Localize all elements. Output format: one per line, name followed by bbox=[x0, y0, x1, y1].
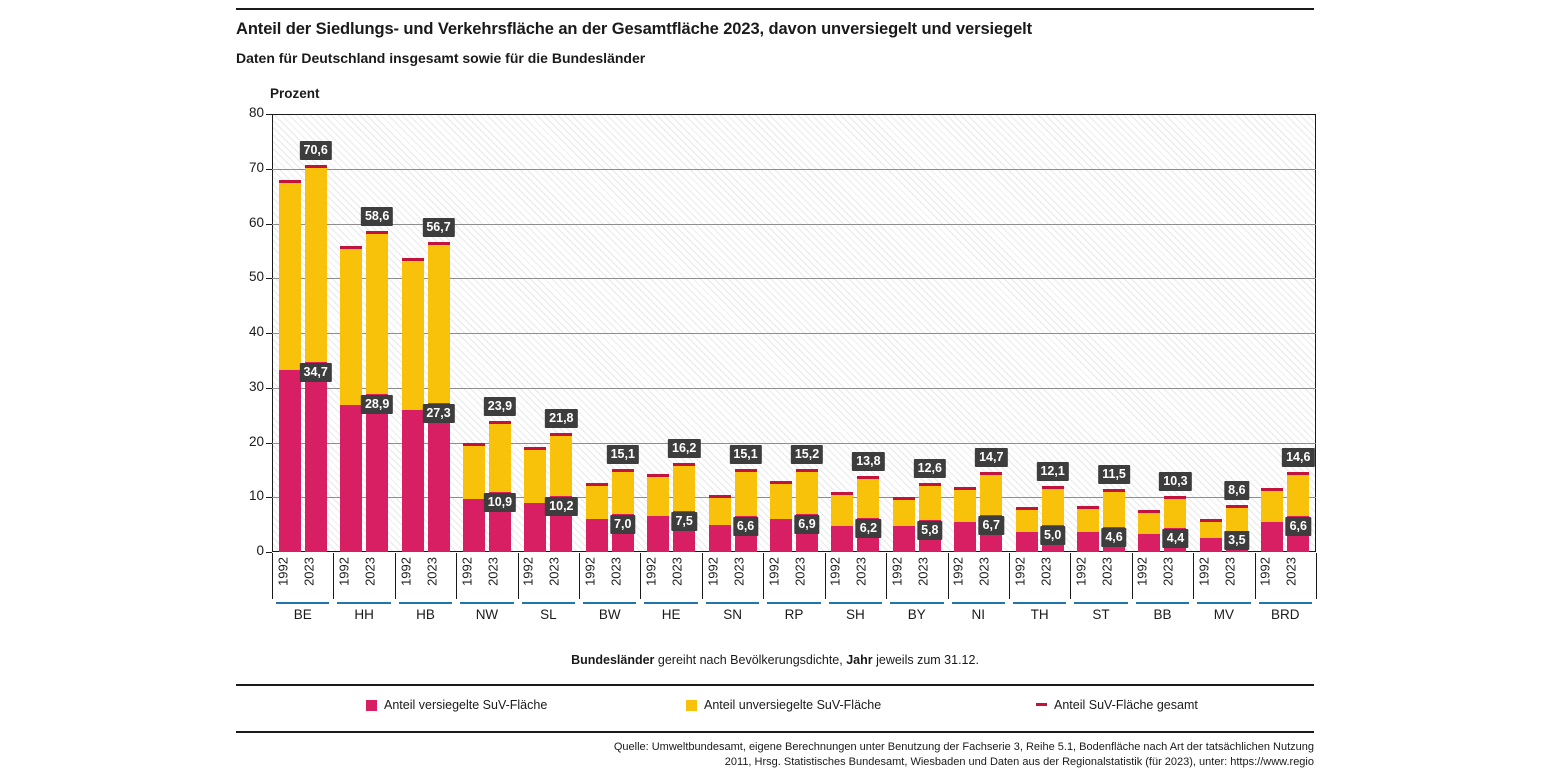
x-axis-group-underline bbox=[1197, 602, 1250, 604]
bar-segment-unsealed bbox=[857, 478, 879, 518]
bar-total-marker bbox=[428, 242, 450, 245]
value-label-sealed: 6,2 bbox=[856, 519, 881, 538]
x-tick-state-label: SL bbox=[540, 607, 557, 622]
bar bbox=[489, 421, 511, 552]
x-axis-group-underline bbox=[337, 602, 390, 604]
bar bbox=[550, 433, 572, 552]
top-divider bbox=[236, 8, 1314, 10]
x-tick-year-label: 2023 bbox=[915, 557, 931, 586]
x-tick-year-label: 1992 bbox=[336, 557, 352, 586]
x-axis-group-underline bbox=[1013, 602, 1066, 604]
x-tick-year-label: 2023 bbox=[1283, 557, 1299, 586]
x-tick-state-label: HE bbox=[661, 607, 681, 622]
source-note bbox=[236, 740, 1314, 770]
x-tick-year-label: 2023 bbox=[853, 557, 869, 586]
x-tick-year-label: 2023 bbox=[1099, 557, 1115, 586]
value-label-total: 15,1 bbox=[607, 445, 639, 464]
bar-total-marker bbox=[305, 165, 327, 168]
x-tick-state-label: TH bbox=[1030, 607, 1049, 622]
value-label-sealed: 6,6 bbox=[733, 517, 758, 536]
x-axis-group-separator bbox=[702, 553, 703, 599]
x-axis-group-underline bbox=[522, 602, 575, 604]
x-tick-year-label: 2023 bbox=[1038, 557, 1054, 586]
x-tick-state-label: SN bbox=[723, 607, 742, 622]
x-axis-group-separator bbox=[579, 553, 580, 599]
x-axis-group-underline bbox=[706, 602, 759, 604]
legend-label: Anteil versiegelte SuV-Fläche bbox=[384, 698, 548, 712]
bar-segment-sealed bbox=[893, 526, 915, 552]
value-label-sealed: 27,3 bbox=[422, 404, 454, 423]
x-axis-group-underline bbox=[952, 602, 1005, 604]
x-axis-group-underline bbox=[399, 602, 452, 604]
y-tick-label: 60 bbox=[248, 214, 264, 230]
x-tick-state-label: SH bbox=[846, 607, 865, 622]
value-label-total: 14,7 bbox=[975, 448, 1007, 467]
bar-segment-sealed bbox=[831, 526, 853, 552]
bar-total-marker bbox=[463, 443, 485, 446]
bar-total-marker bbox=[1103, 489, 1125, 492]
bar-total-marker bbox=[1077, 506, 1099, 509]
bar bbox=[279, 180, 301, 552]
x-axis-group-underline bbox=[767, 602, 820, 604]
bar-segment-unsealed bbox=[1287, 474, 1309, 516]
bar-total-marker bbox=[893, 497, 915, 500]
x-axis-group-underline bbox=[276, 602, 329, 604]
legend-item bbox=[366, 698, 547, 712]
bar-segment-unsealed bbox=[796, 471, 818, 514]
x-axis-group-underline bbox=[1259, 602, 1312, 604]
bar-total-marker bbox=[1261, 488, 1283, 491]
x-tick-year-label: 2023 bbox=[608, 557, 624, 586]
x-axis-group-separator bbox=[886, 553, 887, 599]
bar-segment-unsealed bbox=[489, 423, 511, 492]
x-axis-group-separator bbox=[640, 553, 641, 599]
bar-total-marker bbox=[1042, 486, 1064, 489]
bar-segment-sealed bbox=[366, 394, 388, 552]
x-tick-year-label: 2023 bbox=[792, 557, 808, 586]
bar bbox=[673, 463, 695, 552]
legend-swatch-total bbox=[1036, 703, 1047, 706]
bar-segment-unsealed bbox=[647, 476, 669, 516]
page-subtitle: Daten für Deutschland insgesamt sowie für die Bundesländer bbox=[236, 50, 646, 66]
x-tick-state-label: ST bbox=[1092, 607, 1110, 622]
legend-label: Anteil SuV-Fläche gesamt bbox=[1054, 698, 1198, 712]
x-axis-group-underline bbox=[460, 602, 513, 604]
footnote-text-1: gereiht nach Bevölkerungsdichte, bbox=[654, 653, 847, 667]
bar bbox=[366, 231, 388, 552]
value-label-total: 12,1 bbox=[1036, 462, 1068, 481]
value-label-sealed: 10,2 bbox=[545, 497, 577, 516]
bar-total-marker bbox=[1226, 505, 1248, 508]
x-axis-group-separator bbox=[333, 553, 334, 599]
x-axis-group-separator bbox=[456, 553, 457, 599]
bar-segment-sealed bbox=[709, 525, 731, 552]
value-label-total: 10,3 bbox=[1159, 472, 1191, 491]
x-axis-group-underline bbox=[829, 602, 882, 604]
value-label-total: 58,6 bbox=[361, 207, 393, 226]
x-tick-year-label: 2023 bbox=[362, 557, 378, 586]
x-axis bbox=[272, 553, 1316, 623]
x-axis-group-separator bbox=[1316, 553, 1317, 599]
value-label-total: 8,6 bbox=[1224, 481, 1249, 500]
x-axis-group-separator bbox=[518, 553, 519, 599]
bar bbox=[857, 476, 879, 552]
bar bbox=[647, 474, 669, 552]
x-tick-year-label: 1992 bbox=[950, 557, 966, 586]
source-line-1: Quelle: Umweltbundesamt, eigene Berechnungen unter Benutzung der Fachserie 3, Reihe 5.1, Bodenfläche nach Art der tatsächlichen Nutzung bbox=[613, 741, 1314, 753]
bar bbox=[524, 447, 546, 552]
value-label-sealed: 5,8 bbox=[917, 521, 942, 540]
bar-segment-unsealed bbox=[550, 435, 572, 497]
y-tick-label: 40 bbox=[248, 324, 264, 339]
bar-segment-unsealed bbox=[831, 494, 853, 525]
x-axis-group-separator bbox=[395, 553, 396, 599]
value-label-sealed: 6,6 bbox=[1286, 517, 1311, 536]
bar-segment-unsealed bbox=[340, 248, 362, 405]
x-axis-group-separator bbox=[825, 553, 826, 599]
bar bbox=[612, 469, 634, 552]
x-tick-year-label: 1992 bbox=[643, 557, 659, 586]
x-axis-group-separator bbox=[948, 553, 949, 599]
bar-total-marker bbox=[1164, 496, 1186, 499]
bar-segment-sealed bbox=[1077, 532, 1099, 552]
bar-total-marker bbox=[831, 492, 853, 495]
x-tick-year-label: 1992 bbox=[889, 557, 905, 586]
bar bbox=[770, 481, 792, 552]
x-tick-year-label: 1992 bbox=[1012, 557, 1028, 586]
value-label-total: 14,6 bbox=[1282, 448, 1314, 467]
x-tick-year-label: 2023 bbox=[731, 557, 747, 586]
bar-segment-unsealed bbox=[1164, 498, 1186, 528]
legend bbox=[236, 698, 1314, 722]
bar-total-marker bbox=[954, 487, 976, 490]
bar-segment-unsealed bbox=[893, 499, 915, 526]
bar-total-marker bbox=[919, 483, 941, 486]
bar-segment-unsealed bbox=[980, 474, 1002, 516]
bar-segment-sealed bbox=[770, 519, 792, 552]
x-axis-group-separator bbox=[1070, 553, 1071, 599]
bar bbox=[954, 487, 976, 552]
bar-segment-unsealed bbox=[366, 233, 388, 394]
x-tick-year-label: 1992 bbox=[582, 557, 598, 586]
bar-segment-sealed bbox=[647, 516, 669, 552]
x-tick-year-label: 2023 bbox=[1222, 557, 1238, 586]
bar-segment-sealed bbox=[586, 519, 608, 552]
bar-segment-sealed bbox=[1200, 538, 1222, 552]
bars-layer bbox=[272, 114, 1316, 552]
value-label-total: 11,5 bbox=[1098, 465, 1130, 484]
y-tick-label: 50 bbox=[248, 269, 264, 285]
bar-total-marker bbox=[709, 495, 731, 498]
bar-total-marker bbox=[612, 469, 634, 472]
bar-segment-unsealed bbox=[1042, 488, 1064, 525]
bar-total-marker bbox=[980, 472, 1002, 475]
bar-total-marker bbox=[366, 231, 388, 234]
bar-segment-unsealed bbox=[279, 182, 301, 370]
value-label-sealed: 28,9 bbox=[361, 395, 393, 414]
x-tick-state-label: RP bbox=[784, 607, 804, 622]
y-tick-label: 20 bbox=[248, 433, 264, 449]
y-axis-unit-label: Prozent bbox=[270, 86, 320, 101]
bar-segment-sealed bbox=[428, 403, 450, 552]
x-axis-group-separator bbox=[1193, 553, 1194, 599]
bar bbox=[1200, 519, 1222, 552]
value-label-total: 15,1 bbox=[729, 445, 761, 464]
y-tick-label: 0 bbox=[256, 543, 264, 558]
value-label-total: 13,8 bbox=[852, 452, 884, 471]
footnote-bold-1: Bundesländer bbox=[571, 653, 655, 667]
footnote bbox=[236, 653, 1314, 667]
bar-segment-unsealed bbox=[1226, 507, 1248, 533]
bar-segment-sealed bbox=[402, 410, 424, 552]
bar bbox=[1138, 510, 1160, 552]
value-label-total: 21,8 bbox=[545, 409, 577, 428]
y-tick-label: 70 bbox=[248, 159, 264, 175]
bar-segment-sealed bbox=[524, 503, 546, 552]
x-axis-group-separator bbox=[763, 553, 764, 599]
x-tick-year-label: 2023 bbox=[485, 557, 501, 586]
bar bbox=[796, 469, 818, 552]
bar-segment-unsealed bbox=[428, 244, 450, 403]
source-line-2: 2011, Hrsg. Statistisches Bundesamt, Wiesbaden und Daten aus der Regionalstatistik (für 2023), unter: https://www.regio bbox=[724, 755, 1314, 768]
bar bbox=[1287, 472, 1309, 552]
bar-total-marker bbox=[1287, 472, 1309, 475]
bar-total-marker bbox=[857, 476, 879, 479]
x-tick-year-label: 1992 bbox=[520, 557, 536, 586]
bar-total-marker bbox=[1200, 519, 1222, 522]
value-label-total: 70,6 bbox=[300, 141, 332, 160]
bar-segment-sealed bbox=[1261, 522, 1283, 552]
footnote-bold-2: Jahr bbox=[846, 653, 873, 667]
bar bbox=[402, 258, 424, 552]
x-axis-group-underline bbox=[890, 602, 943, 604]
bar-total-marker bbox=[796, 469, 818, 472]
bar-segment-unsealed bbox=[735, 471, 757, 516]
bar-total-marker bbox=[647, 474, 669, 477]
bar-segment-unsealed bbox=[673, 465, 695, 511]
value-label-sealed: 4,4 bbox=[1163, 529, 1188, 548]
x-tick-state-label: BE bbox=[293, 607, 312, 622]
bar-segment-unsealed bbox=[770, 483, 792, 519]
bar bbox=[305, 165, 327, 552]
bar bbox=[586, 483, 608, 552]
value-label-sealed: 6,7 bbox=[979, 516, 1004, 535]
bar-total-marker bbox=[770, 481, 792, 484]
value-label-sealed: 7,5 bbox=[671, 512, 696, 531]
bar-segment-unsealed bbox=[919, 485, 941, 520]
x-tick-year-label: 1992 bbox=[1134, 557, 1150, 586]
x-tick-year-label: 2023 bbox=[669, 557, 685, 586]
bar-segment-sealed bbox=[305, 362, 327, 552]
x-tick-year-label: 1992 bbox=[1257, 557, 1273, 586]
bar bbox=[735, 469, 757, 552]
x-tick-state-label: HH bbox=[354, 607, 374, 622]
legend-item bbox=[1036, 698, 1198, 712]
legend-swatch-sealed bbox=[366, 700, 377, 711]
x-tick-year-label: 1992 bbox=[1196, 557, 1212, 586]
x-tick-year-label: 1992 bbox=[1073, 557, 1089, 586]
value-label-sealed: 4,6 bbox=[1101, 528, 1126, 547]
value-label-total: 15,2 bbox=[791, 445, 823, 464]
x-tick-year-label: 1992 bbox=[398, 557, 414, 586]
bar-total-marker bbox=[550, 433, 572, 436]
bar bbox=[919, 483, 941, 552]
x-tick-year-label: 2023 bbox=[976, 557, 992, 586]
bar-segment-unsealed bbox=[612, 471, 634, 513]
bar-segment-unsealed bbox=[1077, 508, 1099, 532]
legend-swatch-unsealed bbox=[686, 700, 697, 711]
x-axis-group-separator bbox=[1255, 553, 1256, 599]
bar-segment-sealed bbox=[463, 499, 485, 552]
x-tick-year-label: 2023 bbox=[1160, 557, 1176, 586]
bar-segment-unsealed bbox=[586, 485, 608, 519]
bar-segment-unsealed bbox=[305, 167, 327, 362]
bar-segment-unsealed bbox=[1103, 491, 1125, 527]
x-tick-year-label: 1992 bbox=[766, 557, 782, 586]
value-label-sealed: 6,9 bbox=[794, 515, 819, 534]
bar bbox=[340, 246, 362, 552]
bar-segment-unsealed bbox=[402, 260, 424, 410]
x-tick-state-label: NW bbox=[475, 607, 499, 622]
bar-segment-unsealed bbox=[463, 445, 485, 499]
bar-segment-sealed bbox=[1016, 532, 1038, 552]
footnote-text-2: jeweils zum 31.12. bbox=[872, 653, 979, 667]
x-tick-year-label: 1992 bbox=[459, 557, 475, 586]
page-title: Anteil der Siedlungs- und Verkehrsfläche an der Gesamtfläche 2023, davon unversiegelt und versiegelt bbox=[236, 20, 1033, 38]
bar bbox=[980, 472, 1002, 552]
bar bbox=[831, 492, 853, 552]
bar-total-marker bbox=[340, 246, 362, 249]
y-tick-label: 10 bbox=[248, 488, 264, 504]
bar-total-marker bbox=[1016, 507, 1038, 510]
x-tick-year-label: 2023 bbox=[424, 557, 440, 586]
value-label-sealed: 5,0 bbox=[1040, 526, 1065, 545]
value-label-sealed: 7,0 bbox=[610, 515, 635, 534]
bar-segment-sealed bbox=[954, 522, 976, 552]
x-tick-state-label: NI bbox=[971, 607, 985, 622]
x-axis-group-underline bbox=[1136, 602, 1189, 604]
x-axis-group-underline bbox=[583, 602, 636, 604]
bar-segment-unsealed bbox=[954, 489, 976, 522]
x-axis-group-underline bbox=[1074, 602, 1127, 604]
bar-segment-unsealed bbox=[1261, 490, 1283, 522]
bar-segment-unsealed bbox=[1200, 521, 1222, 538]
value-label-sealed: 10,9 bbox=[484, 493, 516, 512]
value-label-total: 56,7 bbox=[422, 218, 454, 237]
bar-segment-sealed bbox=[1138, 534, 1160, 552]
value-label-total: 23,9 bbox=[484, 397, 516, 416]
legend-item bbox=[686, 698, 881, 712]
bar bbox=[1016, 507, 1038, 552]
bar-total-marker bbox=[735, 469, 757, 472]
bar-segment-unsealed bbox=[1138, 512, 1160, 534]
bar bbox=[1077, 506, 1099, 552]
x-tick-year-label: 2023 bbox=[301, 557, 317, 586]
bar-segment-unsealed bbox=[1016, 509, 1038, 532]
value-label-total: 16,2 bbox=[668, 439, 700, 458]
x-tick-year-label: 1992 bbox=[275, 557, 291, 586]
x-tick-year-label: 1992 bbox=[827, 557, 843, 586]
bar-total-marker bbox=[402, 258, 424, 261]
bar bbox=[1261, 488, 1283, 552]
x-tick-state-label: BB bbox=[1153, 607, 1172, 622]
bar-segment-sealed bbox=[340, 405, 362, 552]
bar-total-marker bbox=[586, 483, 608, 486]
x-tick-state-label: MV bbox=[1213, 607, 1234, 622]
bar bbox=[463, 443, 485, 552]
bar-total-marker bbox=[279, 180, 301, 183]
legend-label: Anteil unversiegelte SuV-Fläche bbox=[704, 698, 882, 712]
value-label-total: 12,6 bbox=[914, 459, 946, 478]
legend-bottom-divider bbox=[236, 731, 1314, 733]
x-tick-state-label: BY bbox=[907, 607, 926, 622]
bar bbox=[893, 497, 915, 552]
x-tick-state-label: HB bbox=[416, 607, 435, 622]
x-tick-year-label: 2023 bbox=[546, 557, 562, 586]
bar-segment-sealed bbox=[279, 370, 301, 552]
bar-total-marker bbox=[1138, 510, 1160, 513]
y-tick-label: 30 bbox=[248, 378, 264, 394]
value-label-sealed: 34,7 bbox=[300, 363, 332, 382]
legend-top-divider bbox=[236, 684, 1314, 686]
bar-total-marker bbox=[673, 463, 695, 466]
x-tick-state-label: BW bbox=[598, 607, 621, 622]
x-tick-state-label: BRD bbox=[1271, 607, 1300, 622]
x-axis-group-separator bbox=[272, 553, 273, 599]
bar-total-marker bbox=[489, 421, 511, 424]
x-axis-group-underline bbox=[644, 602, 697, 604]
x-axis-group-separator bbox=[1009, 553, 1010, 599]
bar-total-marker bbox=[524, 447, 546, 450]
bar bbox=[709, 495, 731, 552]
value-label-sealed: 3,5 bbox=[1224, 531, 1249, 550]
bar-segment-unsealed bbox=[709, 497, 731, 526]
bar bbox=[428, 242, 450, 552]
x-tick-year-label: 1992 bbox=[705, 557, 721, 586]
bar-segment-unsealed bbox=[524, 449, 546, 502]
y-tick-label: 80 bbox=[248, 105, 264, 120]
x-axis-group-separator bbox=[1132, 553, 1133, 599]
